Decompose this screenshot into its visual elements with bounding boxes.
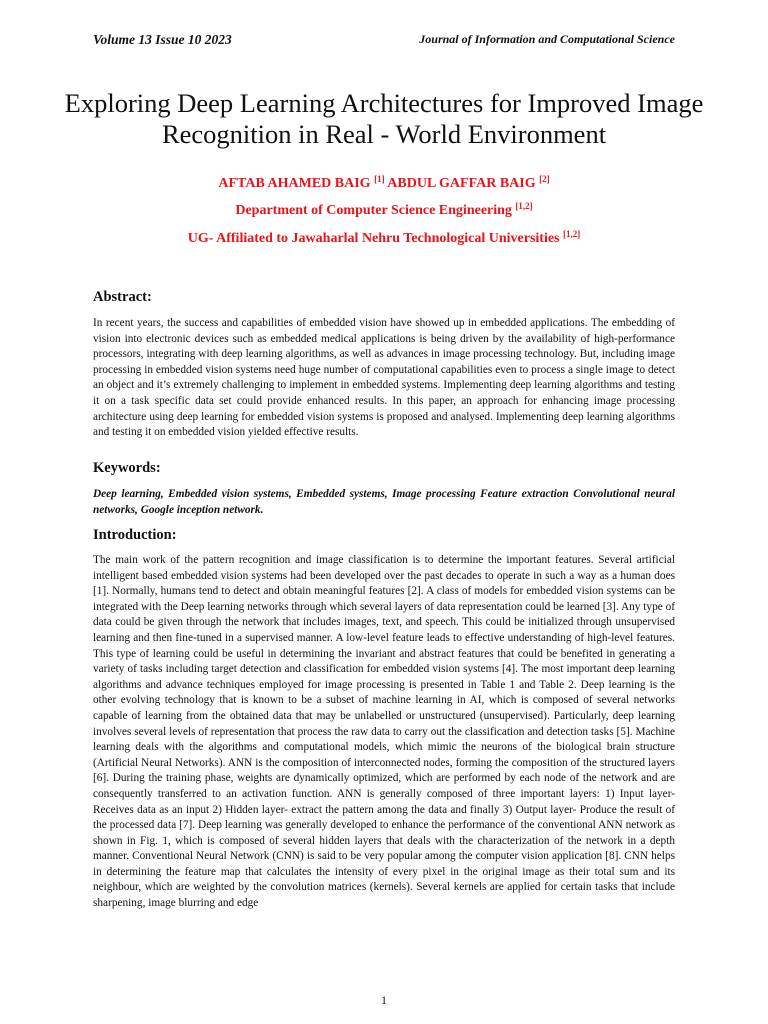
author-line [93, 175, 675, 193]
volume-issue: Volume 13 Issue 10 2023 [93, 32, 232, 47]
author-2-affiliation: [2] [539, 174, 550, 184]
university: UG- Affiliated to Jawaharlal Nehru Technological Universities [187, 231, 563, 246]
university-affiliation: [1,2] [563, 229, 581, 239]
author-1: AFTAB AHAMED BAIG [218, 176, 375, 191]
keywords-heading: Keywords: [93, 460, 161, 476]
abstract-text: In recent years, the success and capabilities of embedded vision have showed up in embedded applications. The embedding of vision into electronic devices such as embedded medical applications is being driven by the availability of high-performance processors, integrating with deep learning algorithms, as well as advances in image processing technology. But, including image processing in embedded vision systems need huge number of computational capabilities even to process a single image to detect an object and it’s extremely challenging to implement in embedded systems. Implementing deep learning algorithms and testing it on a task specific data set could provide enhanced results. In this paper, an approach for enhancing image processing architecture using deep learning for embedded vision systems is proposed and analysed. Implementing deep learning algorithms and testing it on embedded vision yielded effective results. [93, 317, 675, 439]
author-1-affiliation: [1] [374, 174, 385, 184]
department: Department of Computer Science Engineering [235, 203, 516, 218]
author-2: ABDUL GAFFAR BAIG [384, 176, 540, 191]
running-header [93, 32, 675, 50]
keywords-text: Deep learning, Embedded vision systems, Embedded systems, Image processing Feature extraction Convolutional neural networks, Google inception network. [93, 488, 675, 516]
department-affiliation: [1,2] [515, 201, 533, 211]
introduction-text: The main work of the pattern recognition and image classification is to determine the important features. Several artificial intelligent based embedded vision systems had been developed over the past decades to operate in such a way as a human does [1]. Normally, humans tend to detect and obtain meaningful features [2]. A class of models for embedded vision systems can be integrated with the Deep learning networks through which several layers of data representation could be learned [3]. Any type of data could be given through the network that includes images, text, and speech. This could be initialized through unsupervised learning and then fine-tuned in a supervised manner. A low-level feature leads to effective understanding of high-level features. This type of learning could be useful in determining the invariant and abstract features that could be benefited in generating a variety of tasks including target detection and classification for embedded vision systems [4]. The most important deep learning algorithms and advance techniques employed for image processing is presented in Table 1 and Table 2. Deep learning is the other evolving technology that is known to be a subset of machine learning in AI, which is composed of several networks capable of learning from the obtained data that may be unlabelled or unstructured (unsupervised). Particularly, deep learning involves several levels of representation that process the raw data to carry out the classification and detection tasks [5]. Machine learning deals with the algorithms and computational models, which mimic the neurons of the biological brain structure (Artificial Neural Networks). ANN is the composition of interconnected nodes, forming the composition of the structured layers [6]. During the training phase, weights are dynamically optimized, which are performed by each node of the network and are consequently transferred to an activation function. ANN is generally composed of three important layers: 1) Input layer- Receives data as an input 2) Hidden layer- extract the pattern among the data and finally 3) Output layer- Produce the result of the processed data [7]. Deep learning was generally developed to enhance the performance of the conventional ANN network as shown in Fig. 1, which is composed of several hidden layers that deals with the characterization of the network in a depth manner. Conventional Neural Network (CNN) is said to be very popular among the computer vision application [8]. CNN helps in determining the feature map that calculates the intensity of every pixel in the original image as their total sum and its neighbour, which are weighted by the convolution matrices (kernels). Several kernels are applied for certain tasks that include sharpening, image blurring and edge [93, 554, 675, 910]
introduction-heading: Introduction: [93, 527, 177, 543]
university-line [80, 231, 688, 247]
journal-name: Journal of Information and Computational Science [419, 32, 675, 46]
abstract-heading: Abstract: [93, 289, 152, 305]
paper-title: Exploring Deep Learning Architectures for Improved Image Recognition in Real - World Environment [64, 88, 704, 149]
page-number: 1 [381, 993, 387, 1007]
department-line [93, 203, 675, 219]
